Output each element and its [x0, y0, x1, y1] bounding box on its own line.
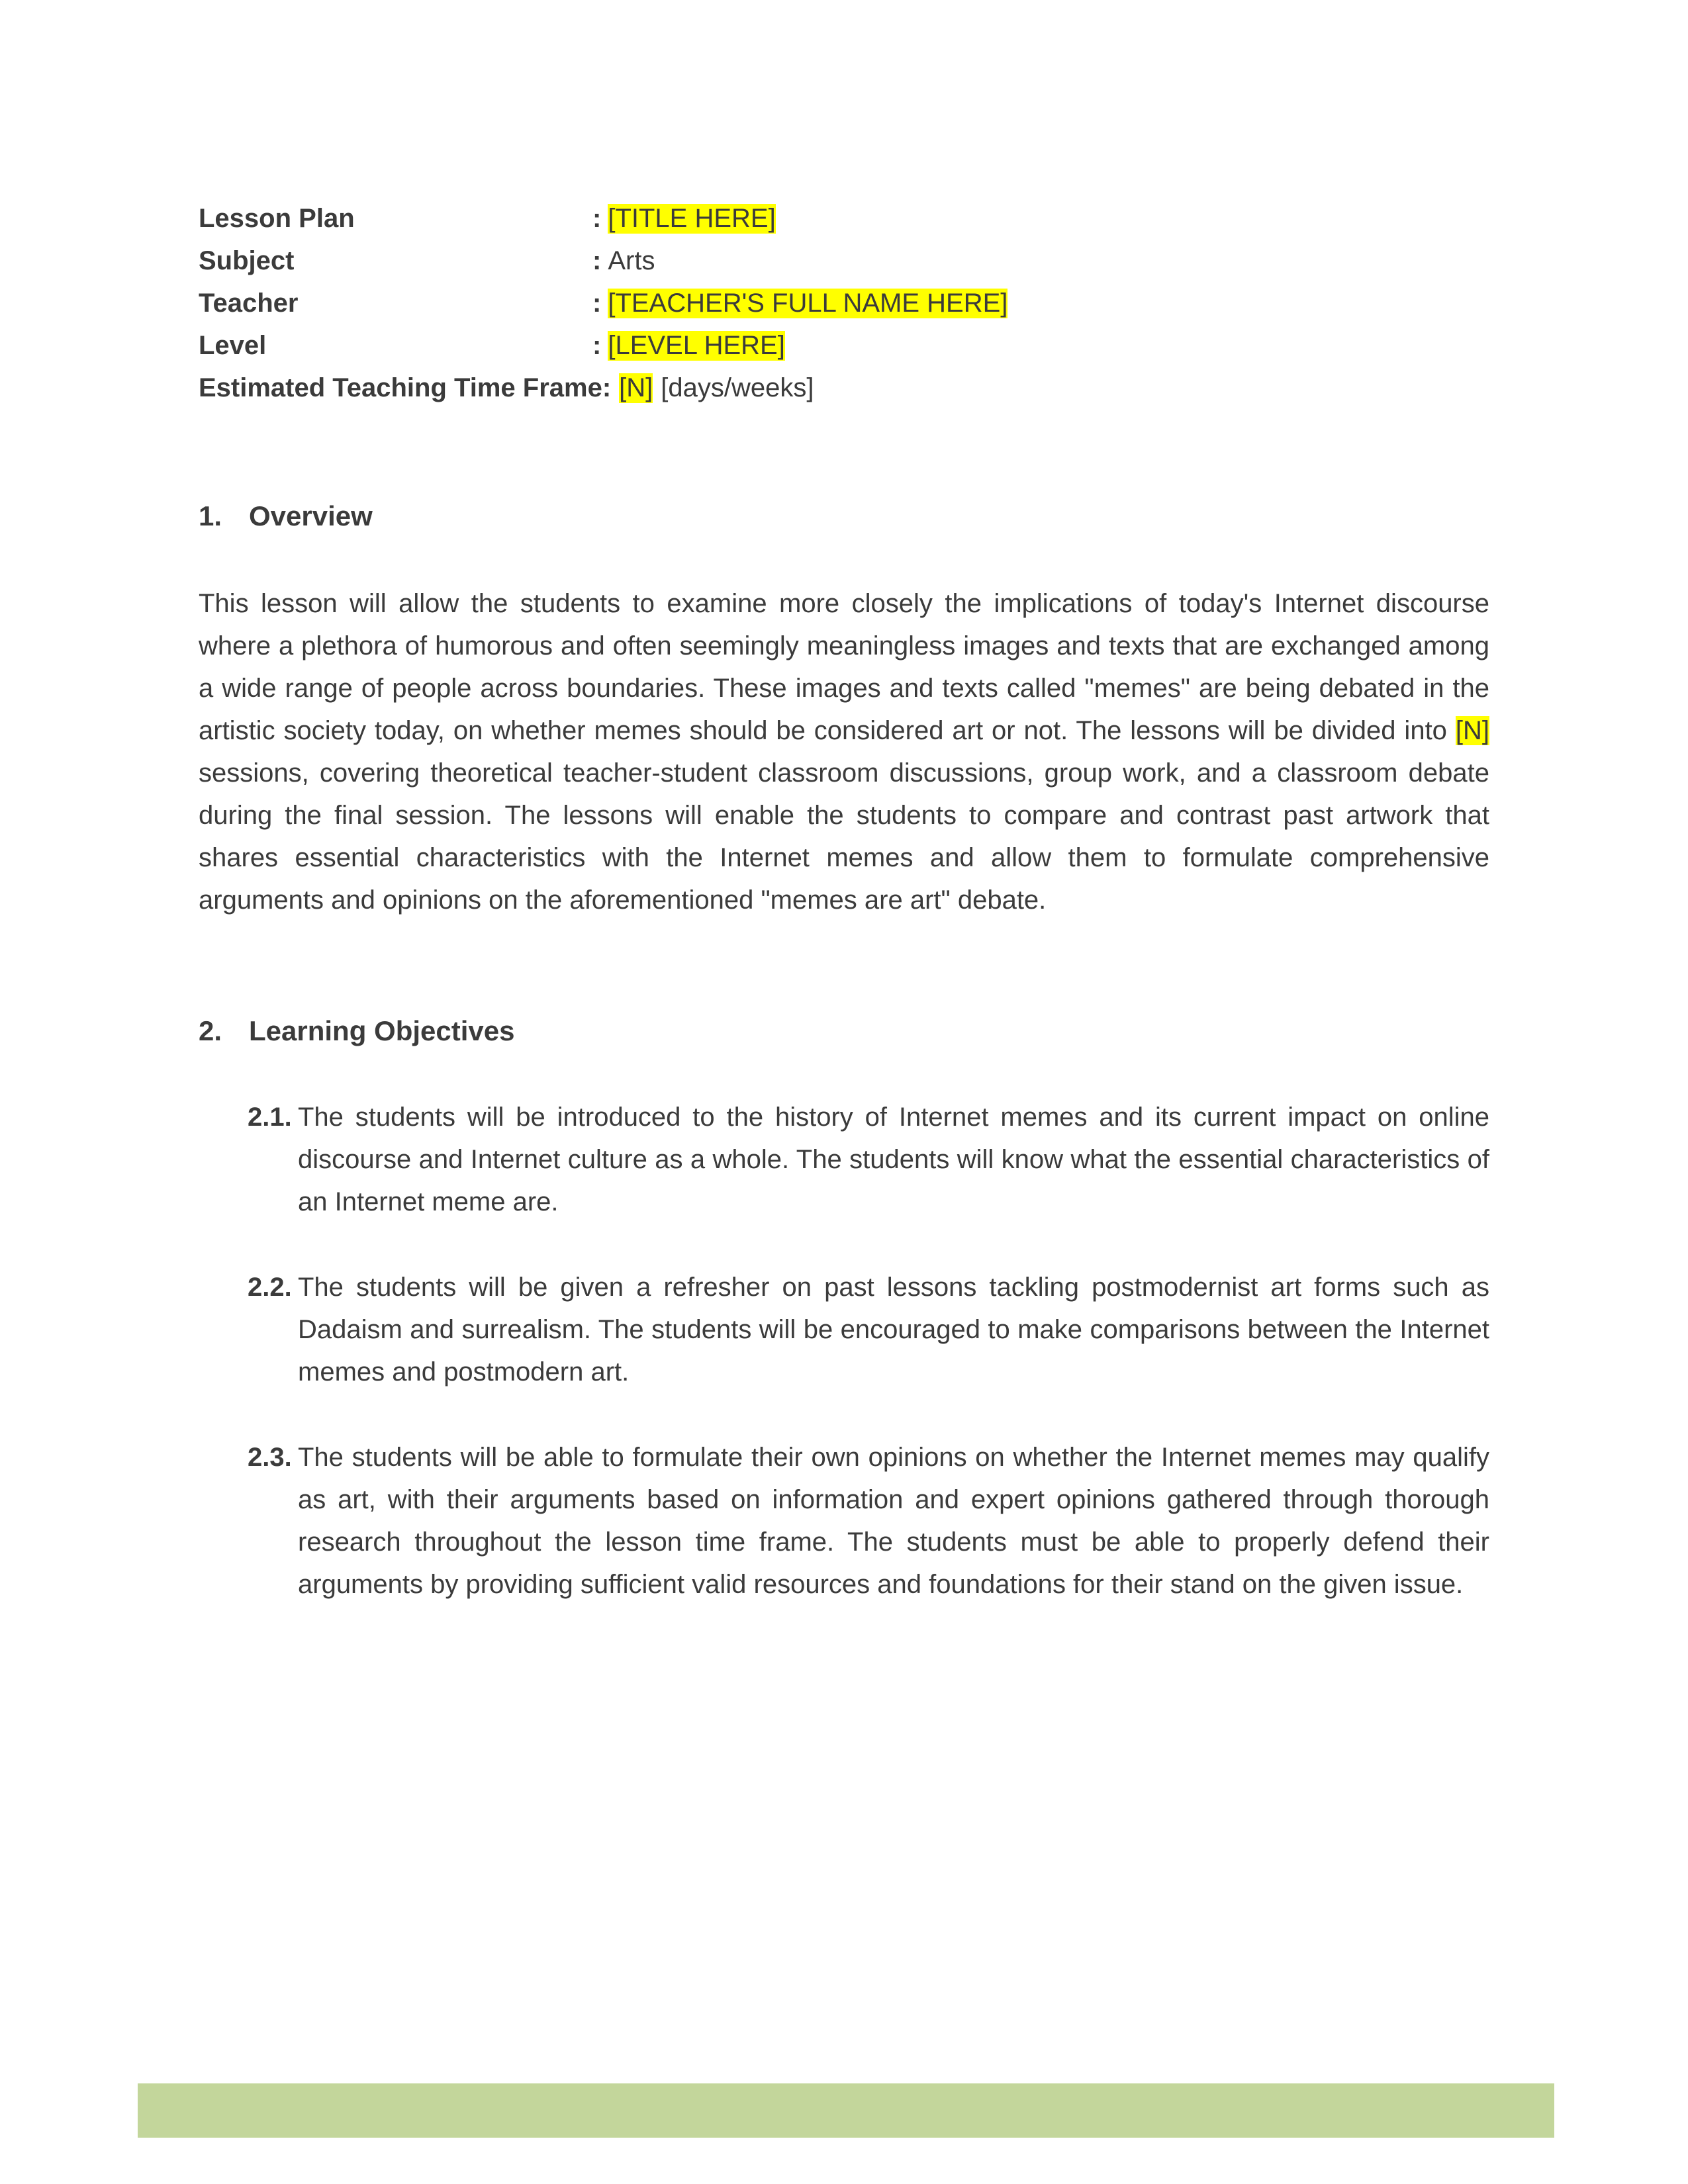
objective-item	[248, 1096, 1489, 1223]
header-value-time-unit: [days/weeks]	[661, 373, 814, 402]
objective-number: 2.3.	[248, 1443, 292, 1472]
overview-text-part2: sessions, covering theoretical teacher-student classroom discussions, group work, and a classroom debate during the final session. The lessons will enable the students to compare and contrast past artwork that shares essential characteristics with the Internet memes and allow them to formulate comprehensive arguments and opinions on the aforementioned "memes are art" debate.	[199, 758, 1489, 915]
header-row-subject	[199, 240, 1456, 282]
header-value-level: [LEVEL HERE]	[608, 330, 785, 360]
header-row-level	[199, 324, 1456, 367]
header-value-time-frame: [N]	[619, 373, 653, 402]
header-label: Lesson Plan	[199, 203, 355, 233]
section-heading-overview	[199, 495, 373, 537]
header-colon: :	[592, 288, 602, 318]
overview-text-part1: This lesson will allow the students to examine more closely the implications of today's Internet discourse where a plethora of humorous and often seemingly meaningless images and texts that are exchanged among a wide range of people across boundaries. These images and texts called "memes" are being debated in the artistic society today, on whether memes should be considered art or not. The lessons will be divided into	[199, 589, 1489, 745]
section-number: 2.	[199, 1015, 222, 1046]
header-row-teacher	[199, 282, 1456, 324]
lesson-header	[199, 197, 1456, 409]
header-colon: :	[592, 203, 602, 233]
section-title: Learning Objectives	[249, 1015, 515, 1046]
header-value-title: [TITLE HERE]	[608, 203, 776, 233]
objective-item	[248, 1436, 1489, 1606]
header-label: Subject	[199, 246, 295, 275]
header-colon: :	[592, 246, 602, 275]
header-row-lesson-plan	[199, 197, 1456, 240]
overview-sessions-placeholder: [N]	[1455, 716, 1489, 745]
section-number: 1.	[199, 500, 222, 531]
objective-number: 2.2.	[248, 1273, 292, 1302]
objective-item	[248, 1266, 1489, 1393]
objective-text: The students will be given a refresher on past lessons tackling postmodernist art forms such as Dadaism and surrealism. The students will be encouraged to make comparisons between the Internet memes and postmodern art.	[298, 1273, 1489, 1387]
objective-text: The students will be able to formulate their own opinions on whether the Internet memes may qualify as art, with their arguments based on information and expert opinions gathered through thorough research throughout the lesson time frame. The students must be able to properly defend their arguments by providing sufficient valid resources and foundations for their stand on the given issue.	[298, 1443, 1489, 1599]
header-label: Estimated Teaching Time Frame	[199, 373, 602, 402]
footer-bar	[138, 2083, 1554, 2138]
header-colon: :	[602, 373, 612, 402]
header-row-time-frame	[199, 367, 1456, 409]
objective-number: 2.1.	[248, 1103, 292, 1132]
header-label: Level	[199, 330, 267, 360]
section-heading-objectives	[199, 1010, 514, 1052]
header-colon: :	[592, 330, 602, 360]
objective-text: The students will be introduced to the history of Internet memes and its current impact on online discourse and Internet culture as a whole. The students will know what the essential characteristics of an Internet meme are.	[298, 1103, 1489, 1216]
header-value-teacher: [TEACHER'S FULL NAME HERE]	[608, 288, 1008, 318]
header-value-subject: Arts	[608, 246, 655, 275]
section-title: Overview	[249, 500, 373, 531]
header-label: Teacher	[199, 288, 299, 318]
overview-paragraph	[199, 582, 1489, 921]
